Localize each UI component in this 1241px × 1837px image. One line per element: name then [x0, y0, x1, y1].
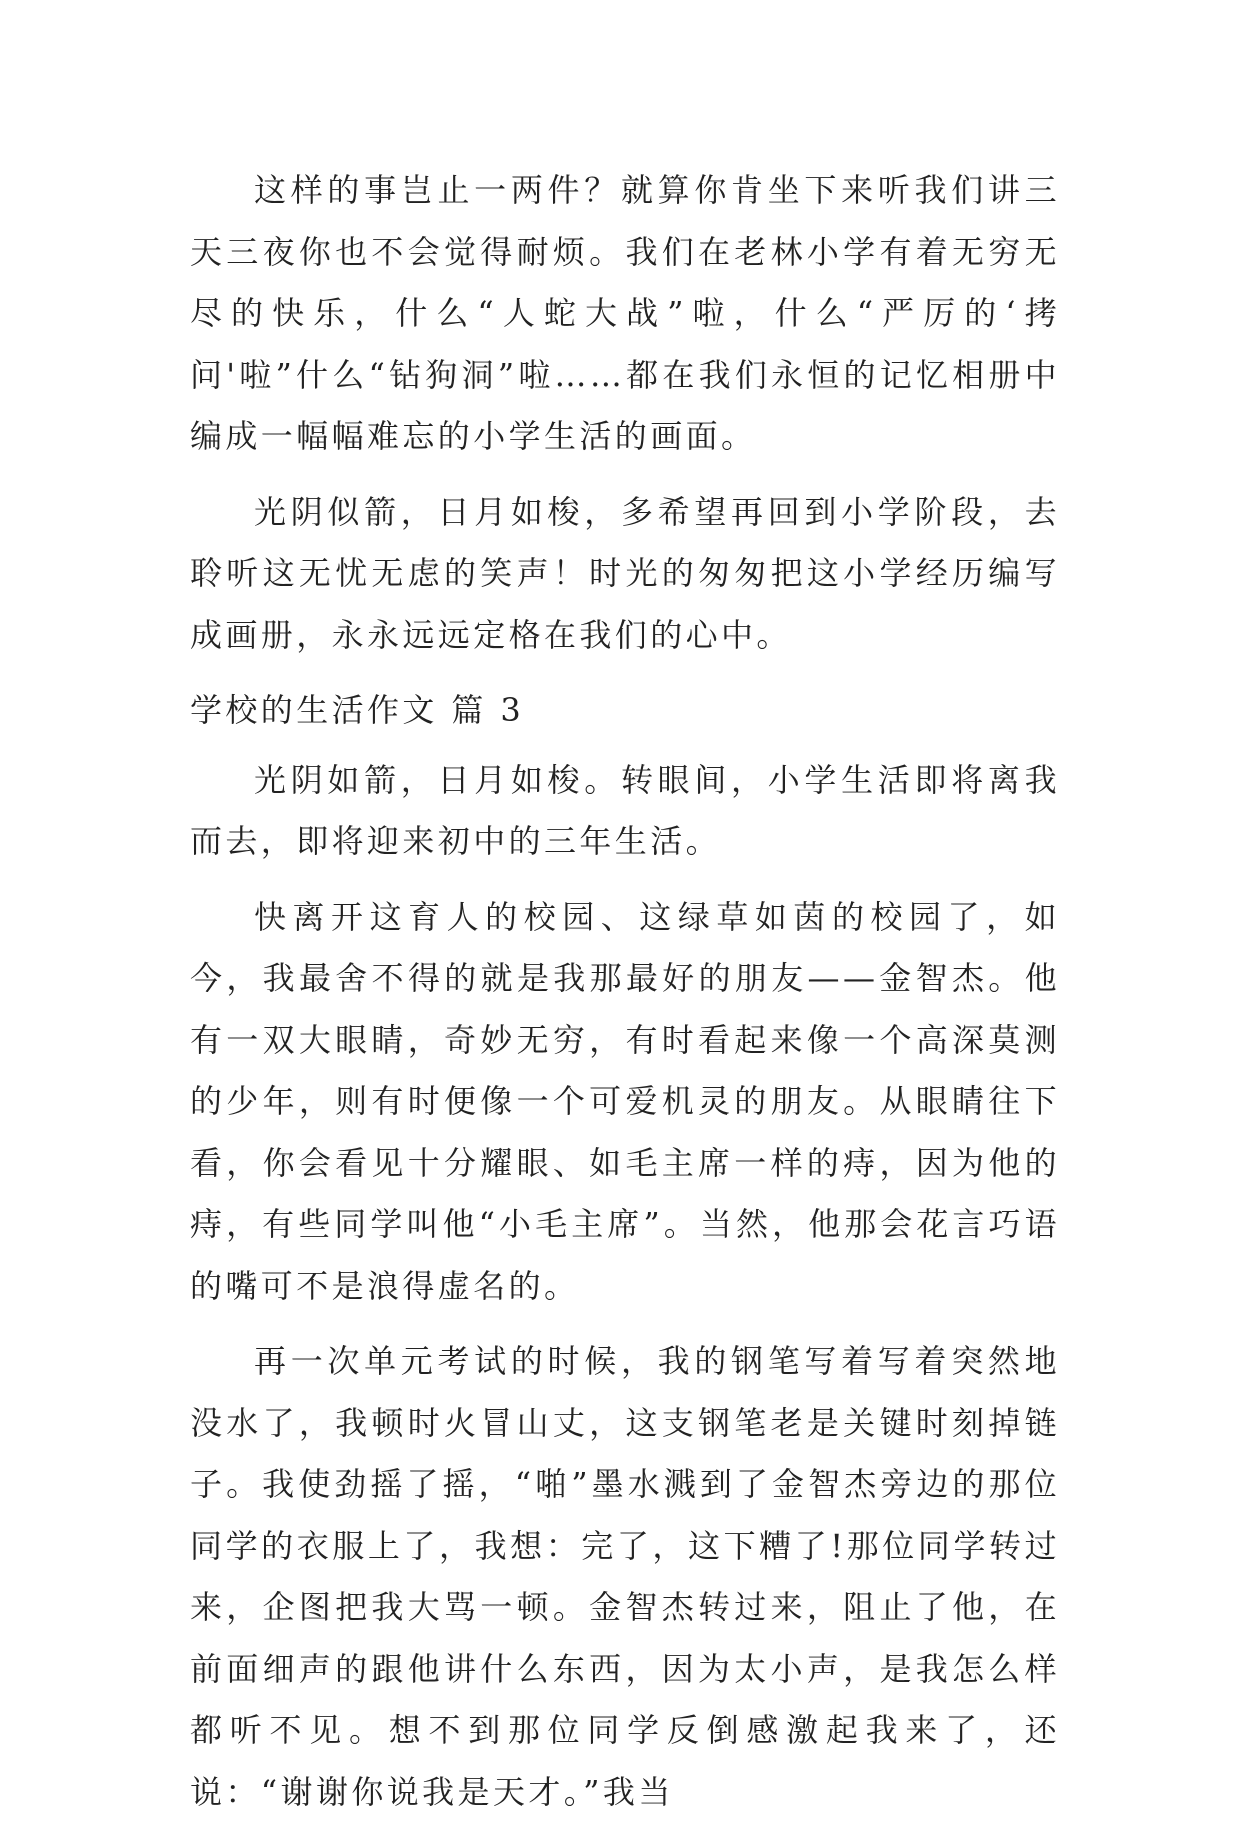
paragraph: 这样的事岂止一两件？就算你肯坐下来听我们讲三天三夜你也不会觉得耐烦。我们在老林小学有着无穷无尽的快乐，什么“人蛇大战”啦，什么“严厉的‘拷问'啦”什么“钻狗洞”啦……都在我们永恒的记忆相册中编成一幅幅难忘的小学生活的画面。 [190, 171, 1060, 455]
paragraph: 光阴如箭，日月如梭。转眼间，小学生活即将离我而去，即将迎来初中的三年生活。 [190, 760, 1060, 860]
article-body [190, 160, 1060, 1837]
section-heading: 学校的生活作文 篇 3 [190, 691, 525, 729]
paragraph: 再一次单元考试的时候，我的钢笔写着写着突然地没水了，我顿时火冒山丈，这支钢笔老是关键时刻掉链子。我使劲摇了摇，“啪”墨水溅到了金智杰旁边的那位同学的衣服上了，我想：完了，这下糟了!那位同学转过来，企图把我大骂一顿。金智杰转过来，阻止了他，在前面细声的跟他讲什么东西，因为太小声，是我怎么样都听不见。想不到那位同学反倒感激起我来了，还说：“谢谢你说我是天才。”我当 [190, 1342, 1060, 1811]
paragraph: 光阴似箭，日月如梭，多希望再回到小学阶段，去聆听这无忧无虑的笑声！时光的匆匆把这小学经历编写成画册，永永远远定格在我们的心中。 [190, 492, 1060, 654]
paragraph: 快离开这育人的校园、这绿草如茵的校园了，如今，我最舍不得的就是我那最好的朋友——金智杰。他有一双大眼睛，奇妙无穷，有时看起来像一个高深莫测的少年，则有时便像一个可爱机灵的朋友。从眼睛往下看，你会看见十分耀眼、如毛主席一样的痔，因为他的痔，有些同学叫他“小毛主席”。当然，他那会花言巧语的嘴可不是浪得虚名的。 [190, 897, 1060, 1305]
